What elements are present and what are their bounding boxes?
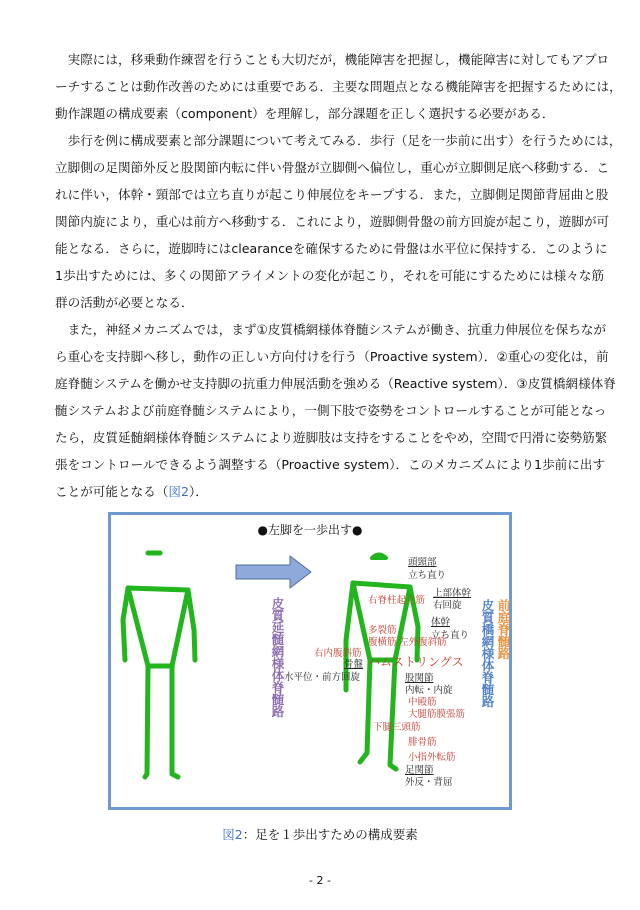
body-line: 髄システムおよび前庭脊髄システムにより，一側下肢で姿勢をコントロールすることが可能となっ [55,403,607,418]
figure-label-pelvis: 骨盤 [344,659,364,670]
figure-2 [108,512,512,810]
body-line: ら重心を支持脚へ移し，動作の正しい方向付けを行う（Proactive system）．②重心の変化は，前 [55,349,609,364]
figure-label-ankle-action: 外反・背屈 [405,777,453,788]
standing-figure [123,553,195,777]
right-leg [172,666,178,777]
body-line: 群の活動が必要となる． [55,295,194,310]
figure-label-upper-trunk: 上部体幹 [433,588,472,599]
caption-label: 図2 [222,827,243,842]
torso [128,588,188,666]
left-leg [360,660,370,762]
shoulders [353,583,410,587]
figure-label-ext-oblique: 左外腹斜筋 [399,637,447,648]
figure-label-trunk: 体幹 [431,617,451,628]
page-number: - 2 - [309,874,331,887]
body-line: 立脚側の足関節外反と股関節内転に伴い骨盤が立脚側へ偏位し，重心が立脚側足底へ移動する．こ [55,160,610,175]
figure-2-link[interactable]: 図2 [168,484,189,499]
figure-label-head-neck: 頭頸部 [408,557,437,568]
figure-label-multifidus: 多裂筋 [368,625,397,636]
caption-text: ：足を１歩出すための構成要素 [242,827,418,842]
pathway-right-orange-label: 前庭脊髄路 [496,599,511,659]
figure-caption [0,825,640,843]
body-line: れに伴い，体幹・頸部では立ち直りが起こり伸展位をキープする．また，立脚側足関節背屈曲と股 [55,187,609,202]
pathway-left-label: 皮質延髄網様体脊髄路 [270,597,285,717]
body-line: 張をコントロールできるよう調整する（Proactive system）．このメカニズムにより1歩前に出す [55,457,606,472]
body-line: また，神経メカニズムでは，まず①皮質橋網様体脊髄システムが働き、抗重力伸展位を保ちなが [55,322,607,337]
shoulders [128,588,188,590]
head [372,555,386,559]
right-arm [188,590,195,660]
figure-label-triceps-surae: 下腿三頭筋 [373,722,421,733]
body-line: たら，皮質延髄網様体脊髄システムにより遊脚肢は支持をすることをやめ，空間で円滑に姿勢筋緊 [55,430,608,445]
figure-title: ●左脚を一歩出す● [257,523,363,537]
pathway-right-blue-label: 皮質橋網様体脊髄路 [480,599,495,707]
body-line: 歩行を例に構成要素と部分課題について考えてみる．歩行（足を一歩前に出す）を行うためには， [55,133,622,148]
body-line: 実際には，移乗動作練習を行うことも大切だが，機能障害を把握し，機能障害に対してもアプロ [55,52,610,67]
text: ）． [188,484,208,499]
figure-label-trunk-action: 立ち直り [431,630,470,641]
arrow-right-icon [236,556,311,588]
body-line: ーチすることは動作改善のためには重要である．主要な問題点となる機能障害を把握するためには， [55,79,622,94]
body-line: 1歩出すためには、多くの関節アライメントの変化が起こり，それを可能にするためには様々な筋 [55,268,605,283]
figure-label-abd-digiti: 小指外転筋 [408,752,456,763]
figure-label-pelvis-action: 水平位・前方回旋 [284,672,361,683]
figure-label-hip: 股関節 [405,673,434,684]
figure-label-upper-trunk-action: 右回旋 [433,600,462,611]
body-line: 庭脊髄システムを働かせ支持脚の抗重力伸展活動を強める（Reactive system）．③皮質橋網様体脊 [55,376,616,391]
right-leg [390,660,396,769]
left-leg [145,666,148,777]
figure-label-int-oblique: 右内腹斜筋 [314,648,362,659]
figure-label-glut-med: 中殿筋 [408,697,437,708]
figure-label-hip-action: 内転・内旋 [405,685,453,696]
figure-label-head-neck-action: 立ち直り [408,570,447,581]
body-line: 関節内旋により，重心は前方へ移動する．これにより，遊脚側骨盤の前方回旋が起こり，遊脚が可 [55,214,610,229]
figure-label-erector-spinae: 右脊柱起立筋 [368,595,426,606]
figure-label-ankle: 足関節 [405,765,434,776]
figure-label-peroneus: 腓骨筋 [408,737,437,748]
figure-label-hamstrings: ハムストリングス [368,655,464,669]
figure-label-transversus: 腹横筋 [368,637,397,648]
body-line: 能となる．さらに，遊脚時にはclearanceを確保するために骨盤は水平位に保持する．このように [55,241,608,256]
text: ことが可能となる（ [55,484,169,499]
figure-label-tfl: 大腿筋膜張筋 [408,709,466,720]
body-line-final [55,484,578,500]
body-line: 動作課題の構成要素（component）を理解し，部分課題を正しく選択する必要がある． [55,106,555,121]
left-arm [123,588,128,660]
